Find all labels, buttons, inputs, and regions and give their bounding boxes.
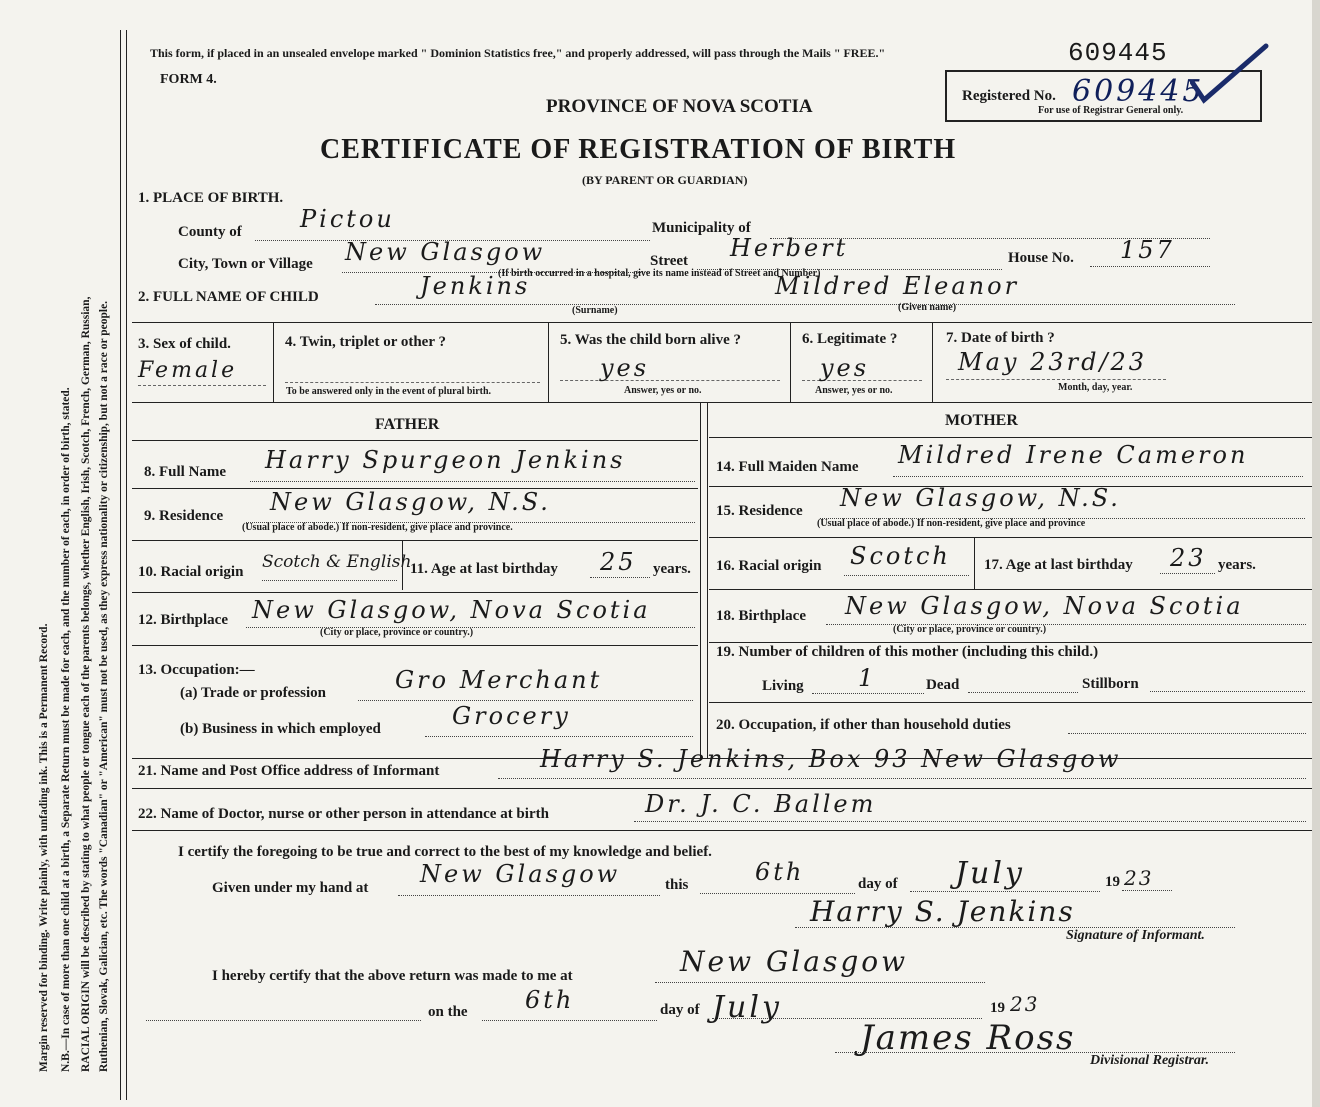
registrar-month: July bbox=[712, 990, 782, 1025]
on-the-label: on the bbox=[428, 1004, 468, 1020]
margin-nb-note: N.B.—In case of more than one child at a birth, a Separate Return must be made for each, and the number of each, in order of birth, stated. bbox=[60, 387, 72, 1072]
this-label: this bbox=[665, 877, 689, 893]
given-place: New Glasgow bbox=[420, 860, 621, 888]
house-value: 157 bbox=[1120, 236, 1175, 264]
mother-heading: MOTHER bbox=[945, 412, 1018, 429]
given-label: Given under my hand at bbox=[212, 880, 369, 896]
county-label: County of bbox=[178, 224, 242, 240]
signature-caption: Signature of Informant. bbox=[1066, 928, 1205, 943]
given-day: 6th bbox=[755, 858, 805, 886]
certificate-title: CERTIFICATE OF REGISTRATION OF BIRTH bbox=[320, 134, 957, 165]
surname-caption: (Surname) bbox=[572, 305, 618, 316]
alive-label: 5. Was the child born alive ? bbox=[560, 332, 741, 348]
sex-label: 3. Sex of child. bbox=[138, 336, 231, 352]
street-value: Herbert bbox=[730, 234, 849, 262]
mother-birthplace: New Glasgow, Nova Scotia bbox=[845, 592, 1244, 620]
registrar-place: New Glasgow bbox=[680, 945, 909, 978]
county-value: Pictou bbox=[300, 205, 395, 233]
father-race-label: 10. Racial origin bbox=[138, 564, 244, 580]
business-label: (b) Business in which employed bbox=[180, 721, 381, 737]
margin-binding-note: Margin reserved for binding. Write plainly, with unfading ink. This is a Permanent Record. bbox=[38, 623, 50, 1072]
stamped-number: 609445 bbox=[1068, 38, 1168, 68]
city-value: New Glasgow bbox=[345, 238, 546, 266]
registrar-year-suffix: 23 bbox=[1010, 992, 1040, 1016]
dead-label: Dead bbox=[926, 677, 960, 693]
informant-signature: Harry S. Jenkins bbox=[810, 895, 1075, 928]
given-year-suffix: 23 bbox=[1124, 866, 1154, 890]
registrar-caption: Divisional Registrar. bbox=[1090, 1053, 1210, 1068]
registrar-year-prefix: 19 bbox=[990, 1000, 1005, 1016]
province-heading: PROVINCE OF NOVA SCOTIA bbox=[546, 96, 813, 117]
child-given-name: Mildred Eleanor bbox=[775, 272, 1020, 300]
dob-label: 7. Date of birth ? bbox=[946, 330, 1055, 346]
father-birthplace-caption: (City or place, province or country.) bbox=[320, 627, 474, 638]
alive-value: yes bbox=[600, 354, 650, 382]
mother-race-label: 16. Racial origin bbox=[716, 558, 822, 574]
day-of-label: day of bbox=[858, 876, 898, 892]
twin-note: To be answered only in the event of plural birth. bbox=[286, 386, 492, 397]
given-caption: (Given name) bbox=[898, 302, 957, 313]
mother-name-label: 14. Full Maiden Name bbox=[716, 459, 859, 475]
children-label: 19. Number of children of this mother (including this child.) bbox=[716, 644, 1099, 660]
living-label: Living bbox=[762, 678, 804, 694]
certificate-subtitle: (BY PARENT OR GUARDIAN) bbox=[582, 173, 748, 187]
postal-notice: This form, if placed in an unsealed envelope marked " Dominion Statistics free," and properly addressed, will pass through the Mails " FREE." bbox=[150, 46, 886, 60]
legitimate-label: 6. Legitimate ? bbox=[802, 331, 898, 347]
trade-label: (a) Trade or profession bbox=[180, 685, 326, 701]
father-heading: FATHER bbox=[375, 416, 440, 433]
form-number: FORM 4. bbox=[160, 72, 217, 87]
margin-rule-2 bbox=[126, 30, 127, 1100]
mother-age: 23 bbox=[1170, 544, 1207, 572]
mother-age-label: 17. Age at last birthday bbox=[984, 557, 1133, 573]
page-edge bbox=[1312, 0, 1320, 1107]
living-value: 1 bbox=[858, 664, 877, 692]
check-mark-icon bbox=[1190, 42, 1270, 117]
margin-racial-note-1: RACIAL ORIGIN will be described by stating to what people or tongue each of the parents belongs, whether English, Irish, Scotch, French, German, Russian, bbox=[80, 296, 92, 1072]
legitimate-caption: Answer, yes or no. bbox=[815, 385, 893, 396]
father-years: years. bbox=[653, 561, 691, 577]
certify-statement: I certify the foregoing to be true and correct to the best of my knowledge and belief. bbox=[178, 844, 712, 860]
mother-residence-caption: (Usual place of abode.) If non-resident, give place and province bbox=[817, 518, 1086, 529]
given-month: July bbox=[955, 856, 1025, 891]
sex-value: Female bbox=[138, 358, 238, 383]
dob-value: May 23rd/23 bbox=[958, 348, 1148, 376]
mother-residence: New Glasgow, N.S. bbox=[840, 484, 1121, 512]
registrar-day-of-label: day of bbox=[660, 1002, 700, 1018]
trade-value: Gro Merchant bbox=[395, 666, 603, 694]
mother-birthplace-label: 18. Birthplace bbox=[716, 608, 806, 624]
father-age-label: 11. Age at last birthday bbox=[410, 561, 558, 577]
place-of-birth-label: 1. PLACE OF BIRTH. bbox=[138, 190, 284, 206]
registrar-note: For use of Registrar General only. bbox=[1038, 105, 1184, 116]
father-race: Scotch & English bbox=[262, 552, 412, 572]
dob-caption: Month, day, year. bbox=[1058, 382, 1133, 393]
child-surname: Jenkins bbox=[420, 272, 531, 300]
given-year-prefix: 19 bbox=[1105, 874, 1120, 890]
father-name: Harry Spurgeon Jenkins bbox=[265, 446, 626, 474]
father-birthplace-label: 12. Birthplace bbox=[138, 612, 228, 628]
informant-label: 21. Name and Post Office address of Informant bbox=[138, 763, 440, 779]
mother-years: years. bbox=[1218, 557, 1256, 573]
city-label: City, Town or Village bbox=[178, 256, 313, 272]
margin-racial-note-2: Ruthenian, Slovak, Galician, etc. The words "Canadian" or "American" must not be used, as they express nationality or citizenship, but not a race or people. bbox=[98, 300, 110, 1072]
father-age: 25 bbox=[600, 548, 637, 576]
father-name-label: 8. Full Name bbox=[144, 464, 227, 480]
occupation-label: 13. Occupation:— bbox=[138, 662, 255, 678]
registrar-day: 6th bbox=[525, 986, 575, 1014]
legitimate-value: yes bbox=[820, 354, 870, 382]
mother-occupation-label: 20. Occupation, if other than household duties bbox=[716, 717, 1011, 733]
house-label: House No. bbox=[1008, 250, 1074, 266]
father-residence-caption: (Usual place of abode.) If non-resident, give place and province. bbox=[242, 522, 513, 533]
alive-caption: Answer, yes or no. bbox=[624, 385, 702, 396]
registered-value: 609445 bbox=[1072, 74, 1205, 109]
father-residence: New Glasgow, N.S. bbox=[270, 488, 551, 516]
street-label: Street bbox=[650, 253, 689, 269]
doctor-value: Dr. J. C. Ballem bbox=[645, 790, 877, 818]
mother-birthplace-caption: (City or place, province or country.) bbox=[893, 624, 1047, 635]
hospital-note: (If birth occurred in a hospital, give its name instead of Street and Number) bbox=[498, 268, 821, 279]
registrar-signature: James Ross bbox=[860, 1018, 1076, 1058]
father-residence-label: 9. Residence bbox=[144, 508, 224, 524]
father-birthplace: New Glasgow, Nova Scotia bbox=[252, 596, 651, 624]
center-divider bbox=[700, 402, 701, 758]
child-name-label: 2. FULL NAME OF CHILD bbox=[138, 289, 319, 305]
mother-name: Mildred Irene Cameron bbox=[898, 441, 1249, 469]
stillborn-label: Stillborn bbox=[1082, 676, 1139, 692]
margin-rule bbox=[120, 30, 121, 1100]
registered-label: Registered No. bbox=[962, 88, 1056, 104]
doctor-label: 22. Name of Doctor, nurse or other person in attendance at birth bbox=[138, 806, 549, 822]
twin-label: 4. Twin, triplet or other ? bbox=[285, 334, 446, 350]
municipality-label: Municipality of bbox=[652, 220, 751, 236]
mother-residence-label: 15. Residence bbox=[716, 503, 803, 519]
business-value: Grocery bbox=[452, 702, 571, 730]
mother-race: Scotch bbox=[850, 542, 951, 570]
informant-value: Harry S. Jenkins, Box 93 New Glasgow bbox=[540, 745, 1122, 773]
registrar-statement: I hereby certify that the above return was made to me at bbox=[212, 968, 573, 984]
